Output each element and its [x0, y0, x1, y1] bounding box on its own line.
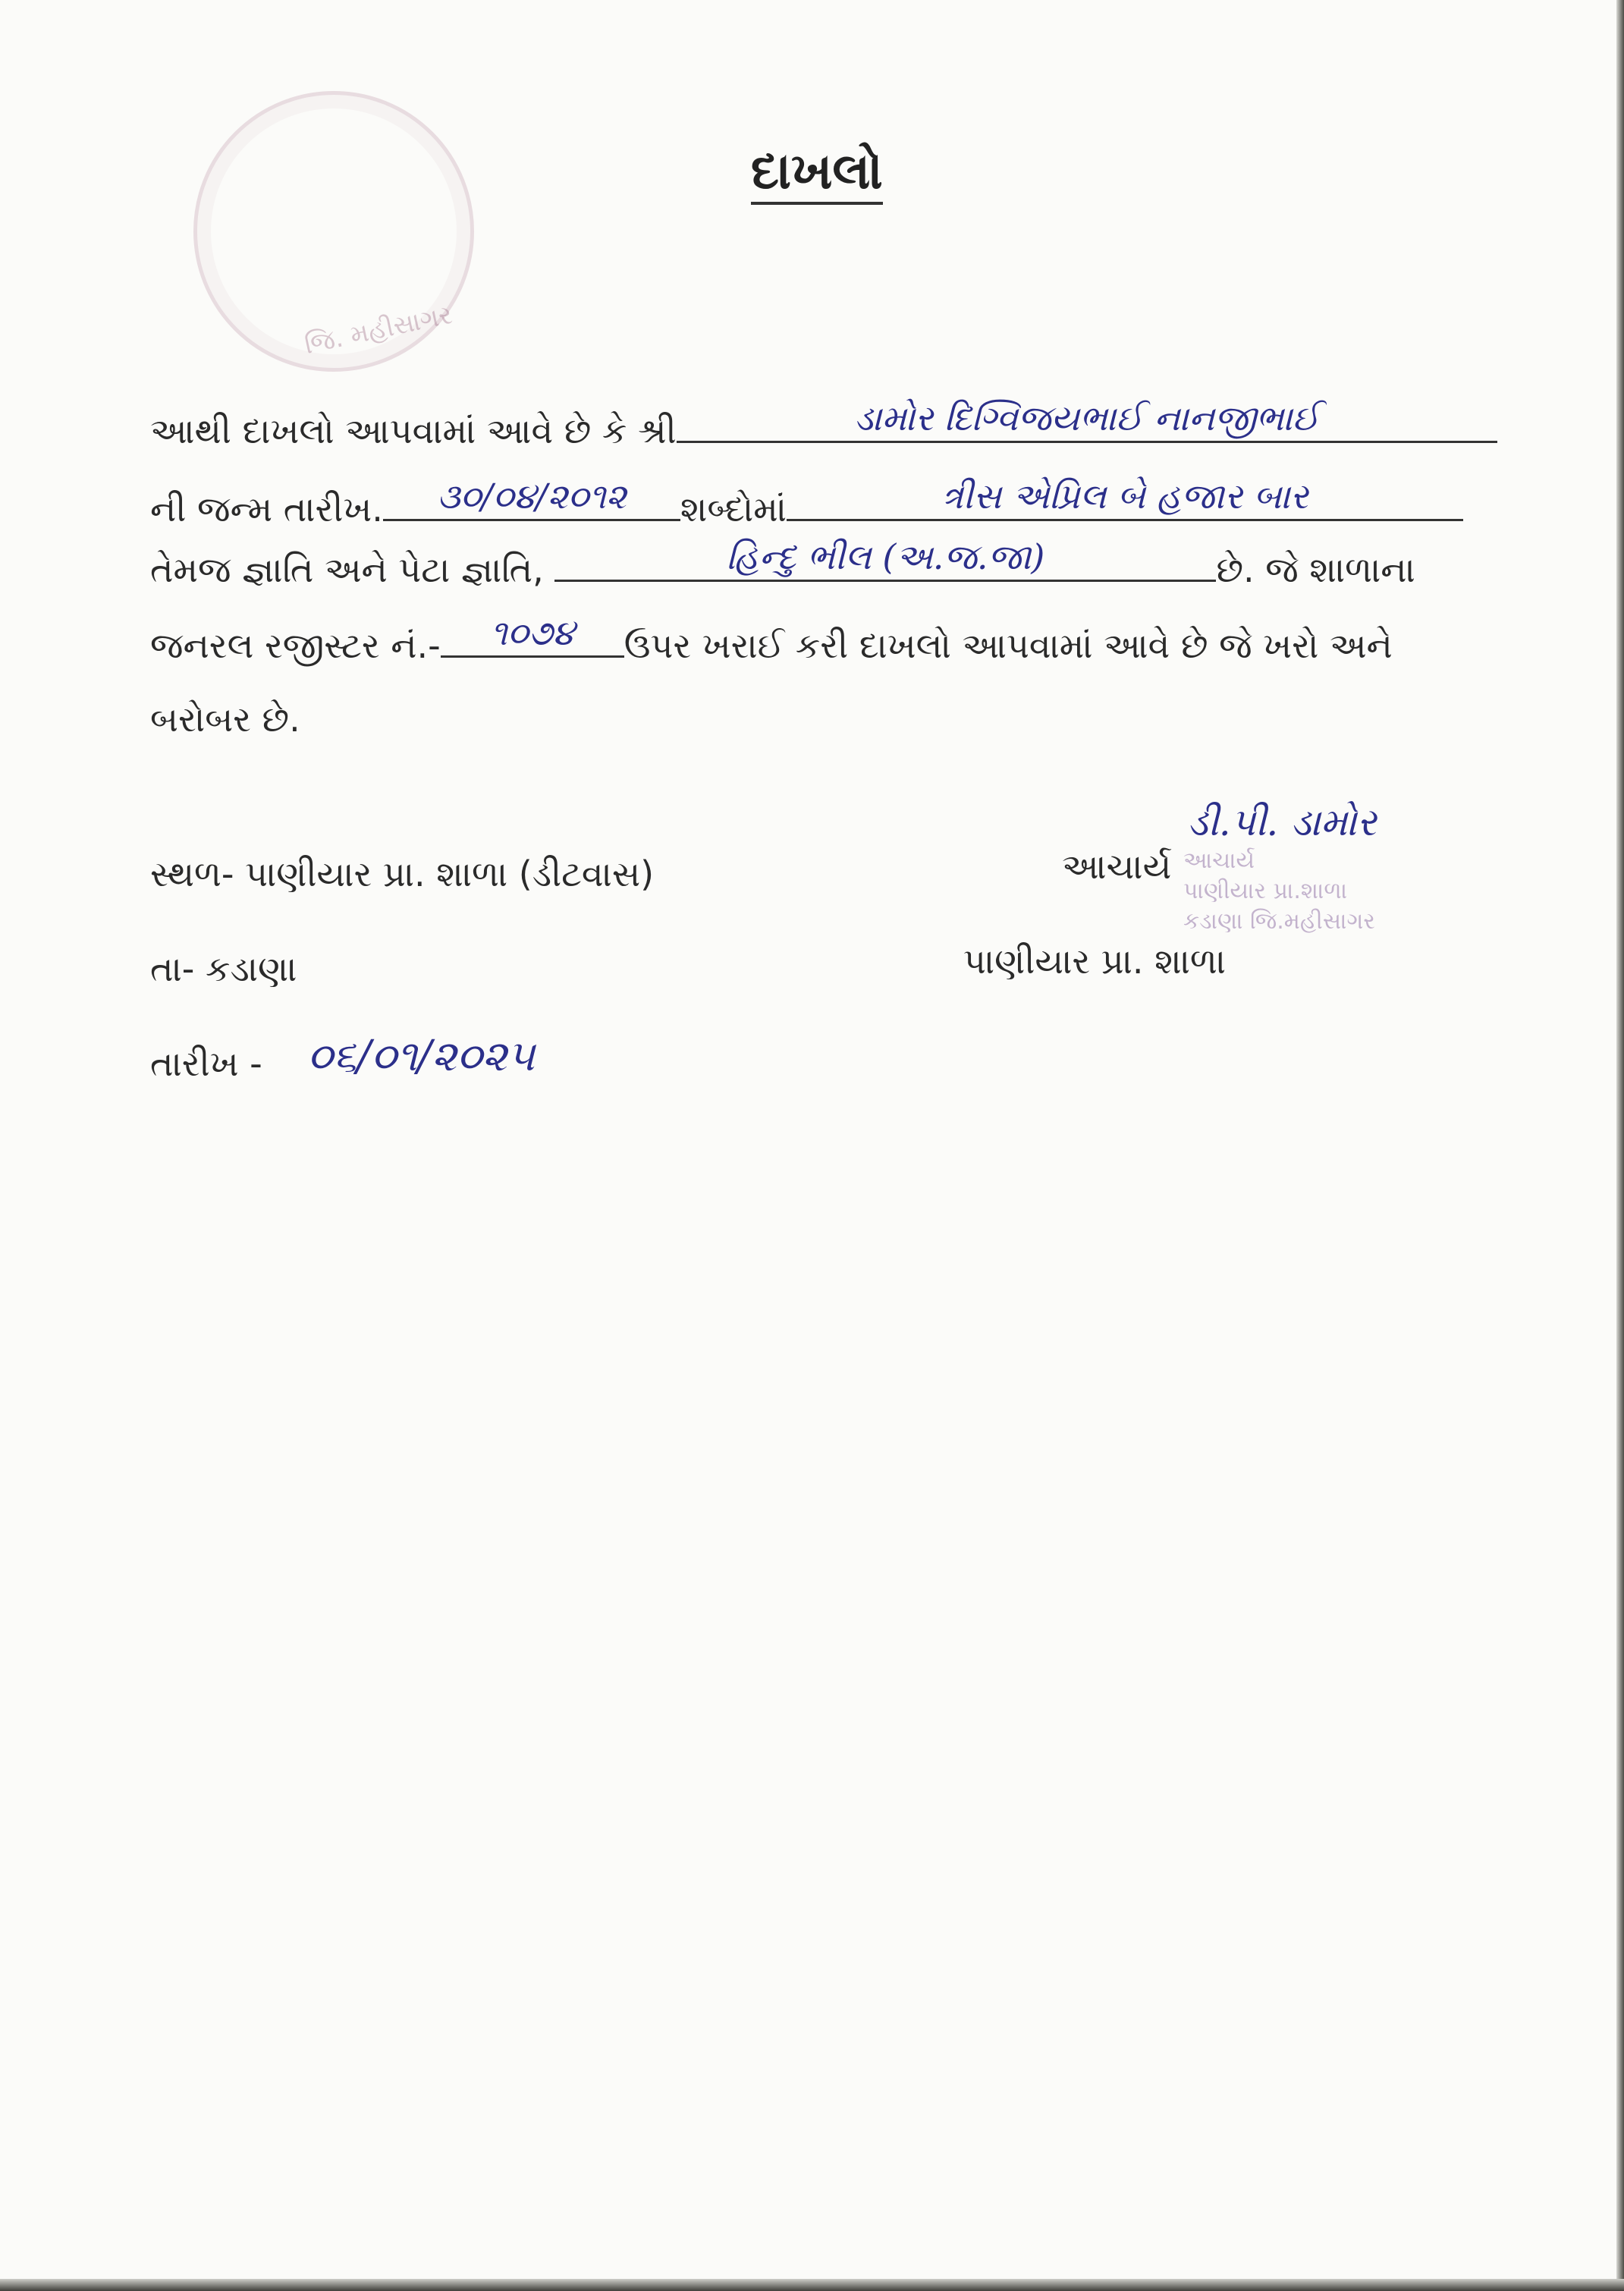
register-number-field: ૧૦૭૪: [441, 613, 624, 658]
caste-field: હિન્દુ ભીલ (અ.જ.જા): [554, 537, 1216, 582]
place-text: સ્થળ- પાણીયાર પ્રા. શાળા (ડીટવાસ): [150, 853, 655, 894]
date-value: ૦૬/૦૧/૨૦૨૫: [307, 1032, 536, 1081]
school-name-text: પાણીયાર પ્રા. શાળા: [963, 941, 1226, 982]
dob-label: ની જન્મ તારીખ.: [150, 489, 383, 530]
faded-seal: [193, 91, 474, 372]
student-name-field: ડામોર દિગ્વિજયભાઈ નાનજીભાઈ: [677, 398, 1497, 443]
page-edge-right: [1616, 0, 1624, 2291]
document-title: દાખલો: [751, 143, 883, 205]
register-label: જનરલ રજીસ્ટર નં.-: [150, 625, 441, 666]
para-line-4: [150, 613, 1591, 668]
para-line-3: [150, 537, 1591, 592]
stamp-line-2: પાણીયાર પ્રા.શાળા: [1183, 878, 1348, 904]
date-label: તારીખ -: [150, 1043, 262, 1084]
dob-words-field: ત્રીસ એપ્રિલ બે હજાર બાર: [787, 476, 1463, 521]
line5-text: બરોબર છે.: [150, 699, 300, 740]
page-edge-bottom: [0, 2279, 1624, 2291]
stamp-line-3: કડાણા જિ.મહીસાગર: [1183, 908, 1375, 935]
line3-suffix: છે. જે શાળાના: [1216, 549, 1415, 590]
para-line-5: [150, 696, 1591, 742]
stamp-line-1: આચાર્ય: [1183, 847, 1255, 874]
principal-label: આચાર્ય: [1062, 846, 1172, 887]
principal-signature: ડી.પી. ડામોર: [1187, 800, 1377, 844]
line1-text: આથી દાખલો આપવામાં આવે છે કે શ્રી: [150, 410, 677, 451]
dob-field: ૩૦/૦૪/૨૦૧૨: [383, 476, 680, 521]
para-line-1: [150, 398, 1591, 454]
line4-suffix: ઉપર ખરાઈ કરી દાખલો આપવામાં આવે છે જે ખરો અને: [624, 625, 1393, 666]
para-line-2: [150, 476, 1591, 532]
taluka-text: તા- કડાણા: [150, 948, 297, 989]
caste-label: તેમજ જ્ઞાતિ અને પેટા જ્ઞાતિ,: [150, 549, 544, 590]
seal-text: જિ. મહીસાગર: [302, 299, 455, 361]
in-words-label: શબ્દોમાં: [680, 489, 787, 530]
school-stamp: [1183, 846, 1502, 937]
